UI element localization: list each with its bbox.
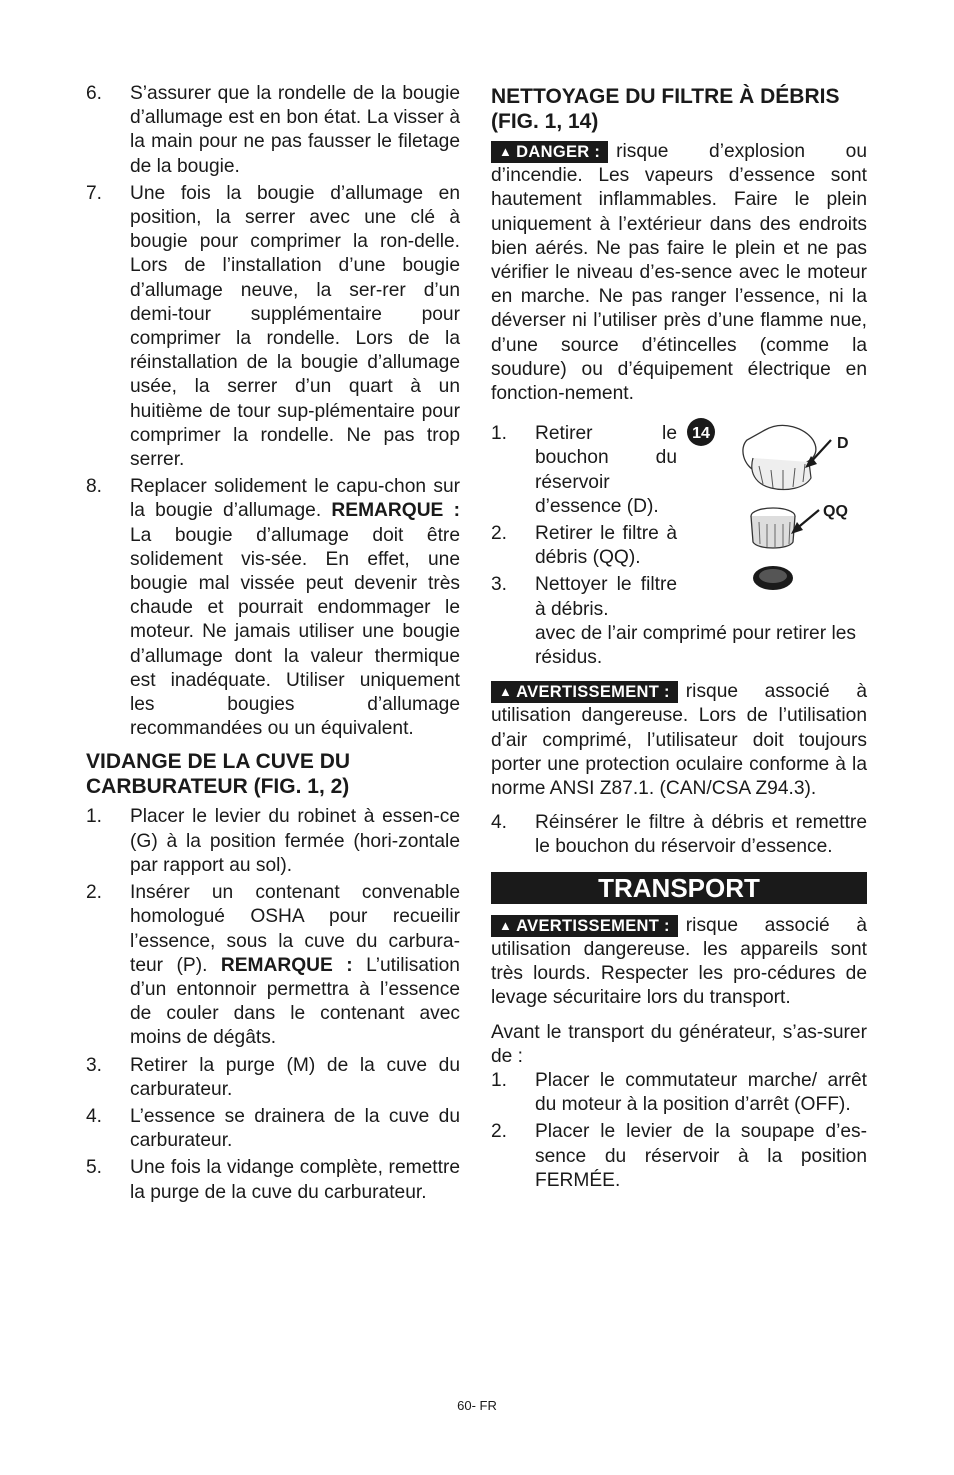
list-item <box>86 1156 460 1204</box>
item-number: 2. <box>86 882 103 904</box>
item-text: L’essence se drainera de la cuve du carburateur. <box>130 1105 460 1152</box>
warning-paragraph-2 <box>491 914 867 1011</box>
item-text: Retirer le filtre à débris (QQ). <box>535 523 677 569</box>
note-label: REMARQUE : <box>220 954 353 976</box>
list-item <box>86 1054 460 1102</box>
item-text <box>130 475 460 741</box>
item-number: 8. <box>86 476 103 498</box>
section-heading-nettoyage: NETTOYAGE DU FILTRE À DÉBRIS (FIG. 1, 14) <box>491 85 840 133</box>
list-item <box>86 805 460 878</box>
item-number: 2. <box>491 1121 508 1143</box>
warning-badge <box>491 915 678 937</box>
item-text: Placer le levier de la soupape d’es-sence du réservoir à la position FERMÉE. <box>535 1121 867 1191</box>
warning-paragraph-1 <box>491 680 867 801</box>
item-number: 4. <box>86 1105 103 1127</box>
list-item <box>86 1105 460 1153</box>
danger-text: risque d’explosion ou d’incendie. Les vapeurs d’essence sont hautement inflammables. Faire le plein uniquement à l’extérieur dans des endroits bien aérés. Ne pas faire le plein et ne pas vérifier le niveau d’es-sence avec le moteur en marche. Ne pas ranger l’essence, ni la déverser ni l’utiliser près d’une flamme nue, d’une source d’étincelles (comme la soudure) ou d’équipement électrique en fonction-nement. <box>491 141 867 405</box>
warning-triangle-icon: ▲ <box>499 684 513 700</box>
figure-number: 14 <box>692 425 710 443</box>
item-text <box>130 881 460 1050</box>
item-text-pre: Replacer solidement le capu-chon sur la bougie d’allumage. <box>130 476 460 522</box>
item-number: 2. <box>491 523 508 545</box>
warning-triangle-icon: ▲ <box>499 917 513 933</box>
list-item <box>491 522 677 570</box>
warning-label: AVERTISSEMENT : <box>516 916 670 935</box>
item-text-post: La bougie d’allumage doit être solidement vis-sée. En effet, une bougie mal vissée peut devenir très chaude et pourrait endommager le moteur. Ne jamais utiliser une bougie d’allumage dont la valeur thermique est inadéquate. Utiliser uniquement les bougies d’allumage recommandées ou un équivalent. <box>130 524 460 740</box>
list-item <box>491 573 677 621</box>
right-column <box>491 82 867 1196</box>
label-d: D <box>837 435 849 453</box>
figure-14-block <box>491 422 867 670</box>
item-text: S’assurer que la rondelle de la bougie d’allumage est en bon état. La visser à la main pour ne pas fausser le filetage de la bougie. <box>130 83 460 177</box>
item-number: 1. <box>491 1069 508 1091</box>
item-text: Réinsérer le filtre à débris et remettre le bouchon du réservoir d’essence. <box>535 812 867 858</box>
list-item <box>491 1069 867 1117</box>
item-text: Une fois la vidange complète, remettre la purge de la cuve du carburateur. <box>130 1157 460 1203</box>
warning-label: AVERTISSEMENT : <box>516 683 670 702</box>
list-item <box>491 1120 867 1193</box>
item-text-pre: Insérer un contenant convenable homologué OSHA pour recueilir l’essence, sous la cuve du carbura-teur (P). <box>130 882 460 976</box>
list-item <box>491 422 677 519</box>
item-number: 6. <box>86 83 103 104</box>
item-text: Placer le levier du robinet à essen-ce (G) à la position fermée (hori-zontale par rapport au sol). <box>130 806 460 876</box>
step-3-continuation: avec de l’air comprimé pour retirer les résidus. <box>535 622 856 669</box>
left-column <box>86 82 460 1208</box>
item-number: 3. <box>491 574 508 596</box>
transport-heading-bar: TRANSPORT <box>491 872 867 904</box>
item-number: 1. <box>491 423 508 445</box>
note-label: REMARQUE : <box>331 500 460 522</box>
warning-text: risque associé à utilisation dangereuse. Lors de l’utilisation d’air comprimé, l’utilisateur doit toujours porter une protection oculaire conforme à la norme ANSI Z87.1. (CAN/CSA Z94.3). <box>491 681 867 800</box>
label-qq: QQ <box>823 503 848 521</box>
transport-intro: Avant le transport du générateur, s’as-surer de : <box>491 1021 867 1067</box>
item-number: 4. <box>491 812 508 834</box>
list-item <box>86 475 460 741</box>
danger-badge <box>491 141 608 163</box>
list-item <box>86 182 460 472</box>
figure-14-illustration <box>687 418 873 598</box>
item-text-post: L’utilisation d’un entonnoir permettra à l’essence de couler dans le contenant avec moins de dégâts. <box>130 954 460 1049</box>
item-number: 5. <box>86 1157 103 1179</box>
item-text: Placer le commutateur marche/ arrêt du moteur à la position d’arrêt (OFF). <box>535 1069 867 1116</box>
warning-triangle-icon: ▲ <box>499 144 513 159</box>
danger-label: DANGER : <box>516 143 601 161</box>
page-number: 60- FR <box>457 1398 497 1413</box>
item-number: 1. <box>86 806 103 828</box>
list-item <box>86 881 460 1050</box>
item-text: Nettoyer le filtre à débris. <box>535 574 677 620</box>
item-text: Retirer la purge (M) de la cuve du carburateur. <box>130 1054 460 1100</box>
item-text: Retirer le bouchon du réservoir d’essence (D). <box>535 423 677 517</box>
item-text: Une fois la bougie d’allumage en position, la serrer avec une clé à bougie pour comprimer la ron-delle. Lors de l’installation d’une bougie d’allumage neuve, la ser-rer d’un demi-tour supplémentaire pour comprimer la rondelle. Lors de la réinstallation de la bougie d’allumage usée, la serrer d’un quart à un huitième de tour sup-plémentaire pour comprimer la rondelle. Ne pas trop serrer. <box>130 182 460 471</box>
list-item <box>86 82 460 179</box>
section-heading-vidange: VIDANGE DE LA CUVE DU CARBURATEUR (FIG. 1, 2) <box>86 750 351 799</box>
warning-badge <box>491 681 678 703</box>
item-number: 7. <box>86 182 103 204</box>
item-number: 3. <box>86 1054 103 1076</box>
list-item <box>491 811 867 859</box>
danger-paragraph <box>491 140 867 406</box>
warning-text: risque associé à utilisation dangereuse. les appareils sont très lourds. Respecter les pro-cédures de levage sécuritaire lors du transport. <box>491 914 867 1009</box>
